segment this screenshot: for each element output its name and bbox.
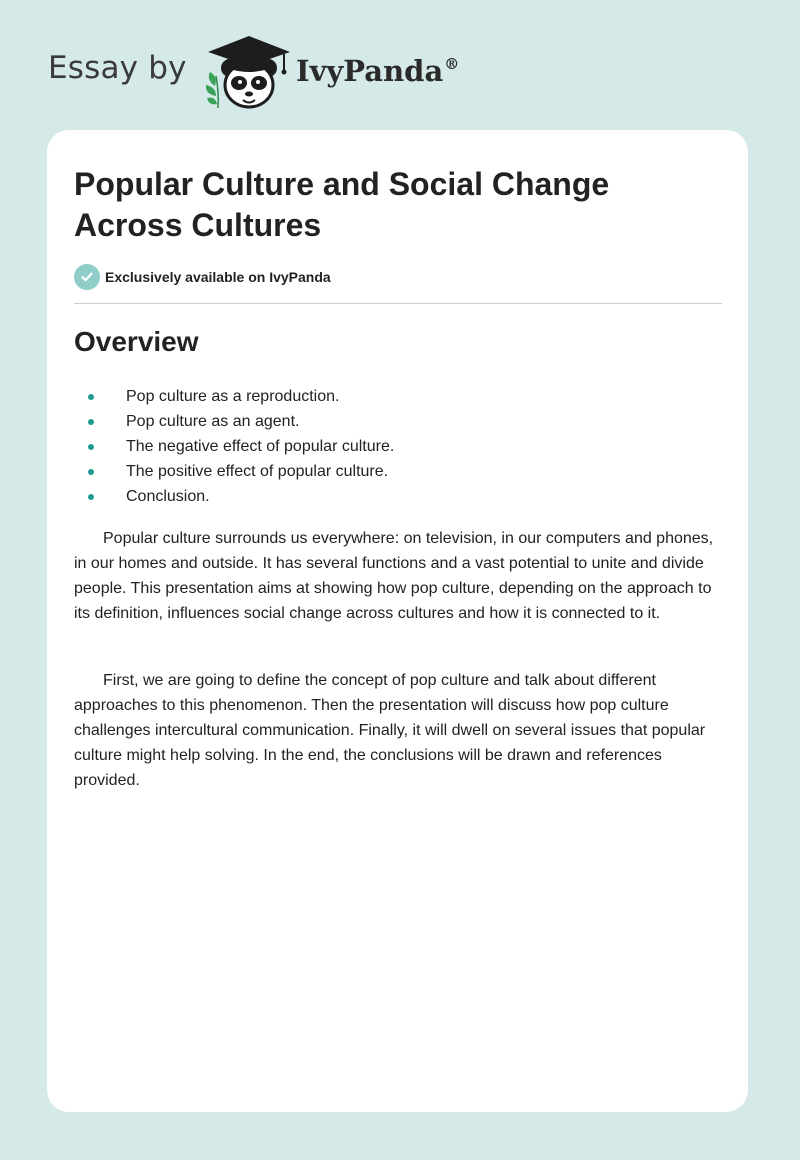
body-paragraph: First, we are going to define the concept of pop culture and talk about different approaches to this phenomenon. Then the presentation will discuss how pop culture challenges intercultural communication. Finally, it will dwell on several issues that popular culture might help solving. In the end, the conclusions will be drawn and references provided. — [74, 672, 706, 789]
page-title: Popular Culture and Social Change Across Cultures — [74, 166, 610, 243]
site-header — [48, 30, 508, 110]
panda-logo-icon[interactable] — [202, 34, 292, 112]
list-item-text: Pop culture as a reproduction. — [126, 388, 340, 405]
list-item-text: Pop culture as an agent. — [126, 413, 300, 430]
brand-name-text: IvyPanda — [296, 54, 444, 88]
list-item-text: Conclusion. — [126, 488, 210, 505]
list-item — [74, 409, 394, 434]
exclusive-badge-label: Exclusively available on IvyPanda — [105, 269, 331, 285]
essay-by-label: Essay by — [48, 50, 187, 86]
list-item — [74, 384, 394, 409]
title-divider — [74, 303, 722, 304]
list-item — [74, 459, 394, 484]
essay-card — [47, 130, 748, 1112]
exclusive-badge — [74, 264, 331, 290]
list-item-text: The positive effect of popular culture. — [126, 463, 389, 480]
list-item — [74, 484, 394, 509]
list-item — [74, 434, 394, 459]
checkmark-icon — [74, 264, 100, 290]
registered-mark: ® — [444, 55, 460, 73]
bullet-dot-icon — [88, 394, 94, 400]
bullet-dot-icon — [88, 419, 94, 425]
bullet-dot-icon — [88, 469, 94, 475]
overview-list — [74, 384, 394, 509]
list-item-text: The negative effect of popular culture. — [126, 438, 395, 455]
body-paragraph: Popular culture surrounds us everywhere: on television, in our computers and phones, in our homes and outside. It has several functions and a vast potential to unite and divide people. This presentation aims at showing how pop culture, depending on the approach to its definition, influences social change across cultures and how it is connected to it. — [74, 530, 714, 622]
bullet-dot-icon — [88, 444, 94, 450]
brand-name[interactable] — [296, 54, 459, 88]
bullet-dot-icon — [88, 494, 94, 500]
section-heading-overview: Overview — [74, 326, 199, 357]
